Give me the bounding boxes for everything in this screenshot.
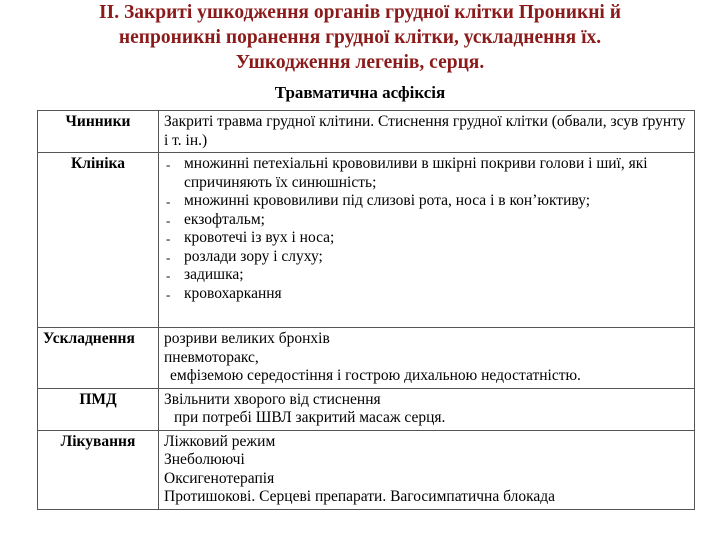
list-item: - множинні крововиливи під слизові рота, носа і в кон’юктиву; bbox=[164, 192, 689, 211]
list-item: - розлади зору і слуху; bbox=[164, 248, 689, 267]
treatment-line: Знеболюючі bbox=[164, 451, 245, 468]
asphyxia-table bbox=[37, 110, 695, 510]
complication-line: розриви великих бронхів bbox=[164, 330, 330, 347]
row-clinic bbox=[38, 153, 695, 328]
title-line-1: ІІ. Закриті ушкодження органів грудної клітки Проникні й bbox=[99, 2, 621, 23]
row-label-first-aid: ПМД bbox=[38, 388, 159, 430]
slide-title bbox=[0, 0, 720, 75]
row-label-factors: Чинники bbox=[38, 111, 159, 153]
list-item: - екзофтальм; bbox=[164, 211, 689, 230]
first-aid-line: при потребі ШВЛ закритий масаж серця. bbox=[174, 409, 446, 426]
treatment-line: Протишокові. Серцеві препарати. Вагосимпатична блокада bbox=[164, 488, 556, 505]
row-label-complications: Ускладнення bbox=[38, 328, 159, 389]
factors-text: Закриті травма грудної клітини. Стиснення грудної клітки (обвали, зсув ґрунту і т. ін.) bbox=[159, 111, 695, 153]
list-item: - кровотечі із вух і носа; bbox=[164, 229, 689, 248]
list-item: - кровохаркання bbox=[164, 285, 689, 304]
first-aid-line: Звільнити хворого від стиснення bbox=[164, 390, 381, 408]
treatment-line: Ліжковий режим bbox=[164, 432, 276, 450]
row-factors bbox=[38, 111, 695, 153]
row-label-clinic: Клініка bbox=[38, 153, 159, 328]
clinic-list bbox=[164, 155, 689, 303]
table-subtitle: Травматична асфіксія bbox=[274, 83, 446, 102]
list-item: - задишка; bbox=[164, 266, 689, 285]
title-line-3: Ушкодження легенів, серця. bbox=[235, 52, 485, 73]
row-label-treatment: Лікування bbox=[38, 430, 159, 509]
complication-line: емфіземою середостіння і гострою дихальною недостатністю. bbox=[170, 367, 581, 384]
treatment-cell bbox=[159, 430, 695, 509]
title-line-2: непроникні поранення грудної клітки, ускладнення їх. bbox=[118, 27, 602, 48]
row-treatment bbox=[38, 430, 695, 509]
list-item: - множинні петехіальні крововиливи в шкірні покриви голови і шиї, які спричиняють їх синюшність; bbox=[164, 155, 689, 192]
clinic-cell bbox=[159, 153, 695, 328]
first-aid-cell bbox=[159, 388, 695, 430]
treatment-line: Оксигенотерапія bbox=[164, 469, 275, 487]
complication-line: пневмоторакс, bbox=[164, 348, 259, 366]
complications-cell bbox=[159, 328, 695, 389]
row-first-aid bbox=[38, 388, 695, 430]
row-complications bbox=[38, 328, 695, 389]
